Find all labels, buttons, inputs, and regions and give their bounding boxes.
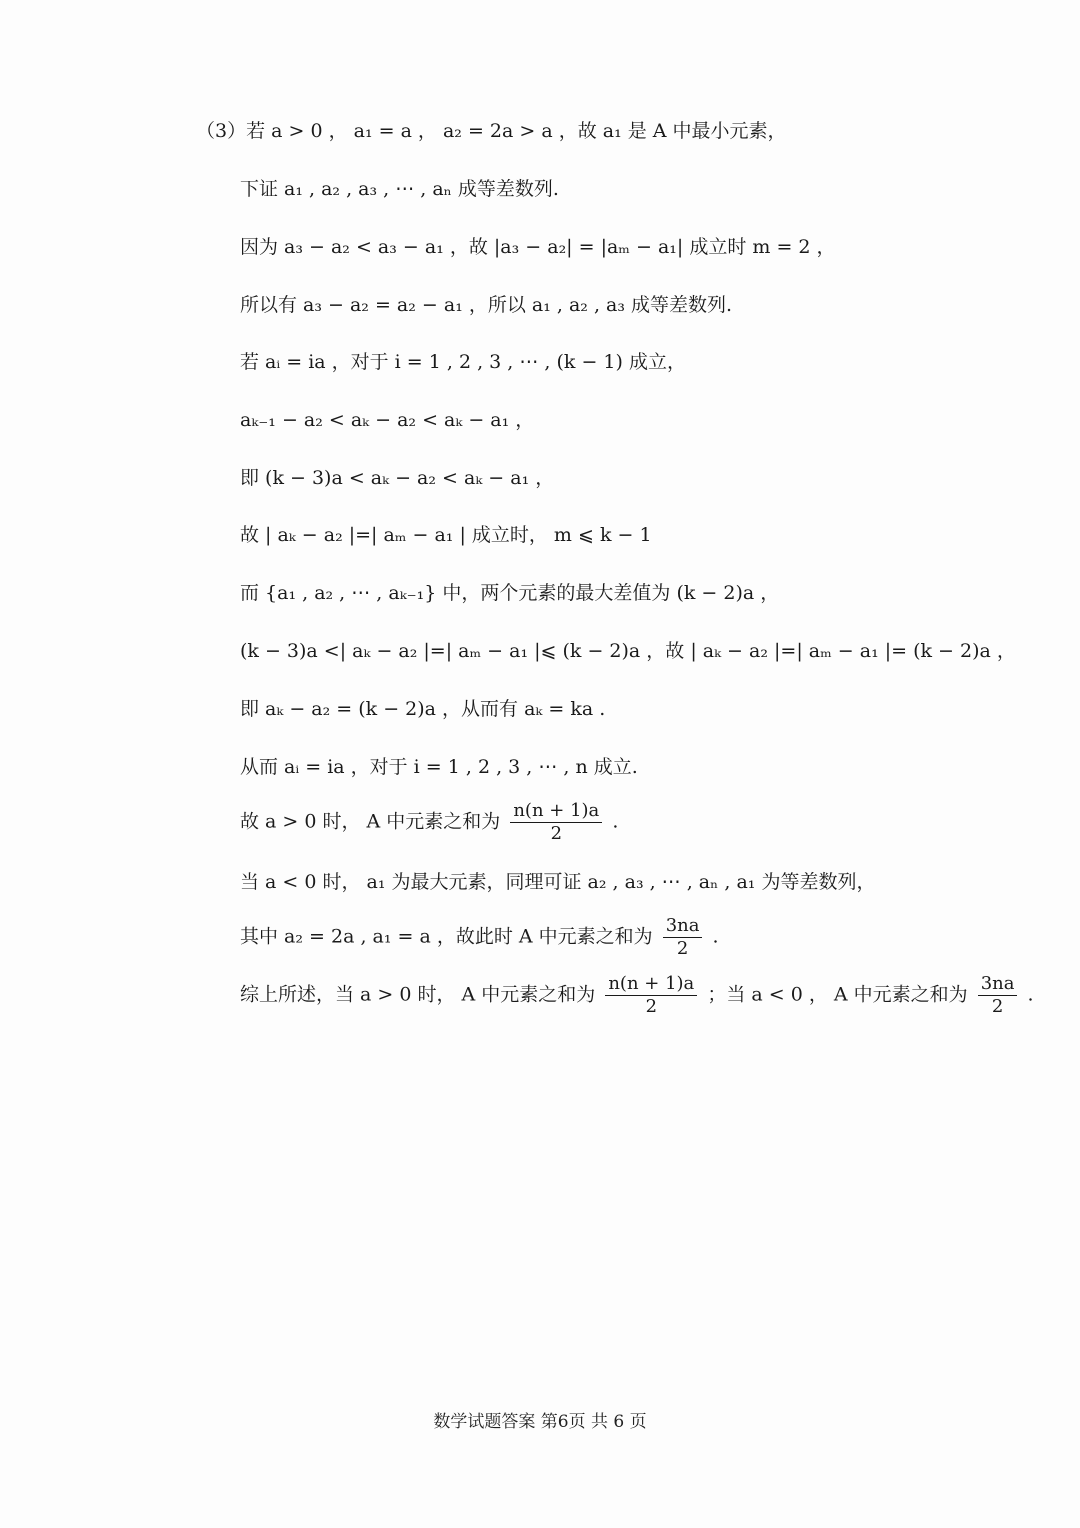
fraction-denominator: 2 bbox=[991, 996, 1004, 1017]
fraction-denominator: 2 bbox=[645, 996, 658, 1017]
solution-line-5: 若 aᵢ = ia ，对于 i = 1 , 2 , 3 , ⋯ , (k − 1) 成立， bbox=[240, 351, 686, 373]
solution-line-3: 因为 a₃ − a₂ < a₃ − a₁ ，故 |a₃ − a₂| = |aₘ − a₁| 成立时 m = 2 ， bbox=[240, 236, 836, 258]
solution-line-13 bbox=[240, 800, 618, 845]
solution-line-11: 即 aₖ − a₂ = (k − 2)a ，从而有 aₖ = ka . bbox=[240, 698, 606, 720]
solution-line-16 bbox=[240, 973, 1034, 1018]
solution-line-4: 所以有 a₃ − a₂ = a₂ − a₁ ，所以 a₁ , a₂ , a₃ 成等差数列. bbox=[240, 294, 733, 316]
line-16-text: 综上所述，当 a > 0 时， A 中元素之和为 bbox=[240, 983, 596, 1006]
fraction-summary-positive bbox=[605, 973, 697, 1018]
fraction-sum-positive bbox=[510, 800, 602, 845]
solution-line-1: （3）若 a > 0 ， a₁ = a ， a₂ = 2a > a ，故 a₁ 是 A 中最小元素， bbox=[196, 120, 787, 142]
line-13-text: 故 a > 0 时， A 中元素之和为 bbox=[240, 810, 501, 833]
solution-line-9: 而 {a₁ , a₂ , ⋯ , aₖ₋₁} 中，两个元素的最大差值为 (k − 2)a ， bbox=[240, 582, 780, 604]
fraction-sum-negative bbox=[663, 915, 703, 960]
fraction-numerator: n(n + 1)a bbox=[605, 973, 697, 996]
fraction-denominator: 2 bbox=[676, 938, 689, 959]
solution-line-14: 当 a < 0 时， a₁ 为最大元素，同理可证 a₂ , a₃ , ⋯ , aₙ , a₁ 为等差数列， bbox=[240, 871, 876, 893]
fraction-numerator: 3na bbox=[663, 915, 703, 938]
solution-line-10: (k − 3)a <| aₖ − a₂ |=| aₘ − a₁ |⩽ (k − 2)a ，故 | aₖ − a₂ |=| aₘ − a₁ |= (k − 2)a ， bbox=[240, 640, 1016, 662]
fraction-numerator: 3na bbox=[978, 973, 1018, 996]
fraction-denominator: 2 bbox=[550, 823, 563, 844]
solution-line-12: 从而 aᵢ = ia ，对于 i = 1 , 2 , 3 , ⋯ , n 成立. bbox=[240, 756, 638, 778]
fraction-numerator: n(n + 1)a bbox=[510, 800, 602, 823]
line-16-middle: ；当 a < 0 ， A 中元素之和为 bbox=[707, 983, 968, 1006]
line-15-end: . bbox=[712, 925, 719, 948]
solution-line-2: 下证 a₁ , a₂ , a₃ , ⋯ , aₙ 成等差数列. bbox=[240, 178, 559, 200]
fraction-summary-negative bbox=[978, 973, 1018, 1018]
solution-line-15 bbox=[240, 915, 719, 960]
line-15-text: 其中 a₂ = 2a , a₁ = a ，故此时 A 中元素之和为 bbox=[240, 925, 653, 948]
line-16-end: . bbox=[1027, 983, 1034, 1006]
line-13-end: . bbox=[612, 810, 619, 833]
solution-line-6: aₖ₋₁ − a₂ < aₖ − a₂ < aₖ − a₁ ， bbox=[240, 409, 535, 431]
solution-line-8: 故 | aₖ − a₂ |=| aₘ − a₁ | 成立时， m ⩽ k − 1 bbox=[240, 524, 652, 546]
solution-line-7: 即 (k − 3)a < aₖ − a₂ < aₖ − a₁ ， bbox=[240, 467, 555, 489]
page-footer: 数学试题答案 第6页 共 6 页 bbox=[433, 1412, 647, 1432]
